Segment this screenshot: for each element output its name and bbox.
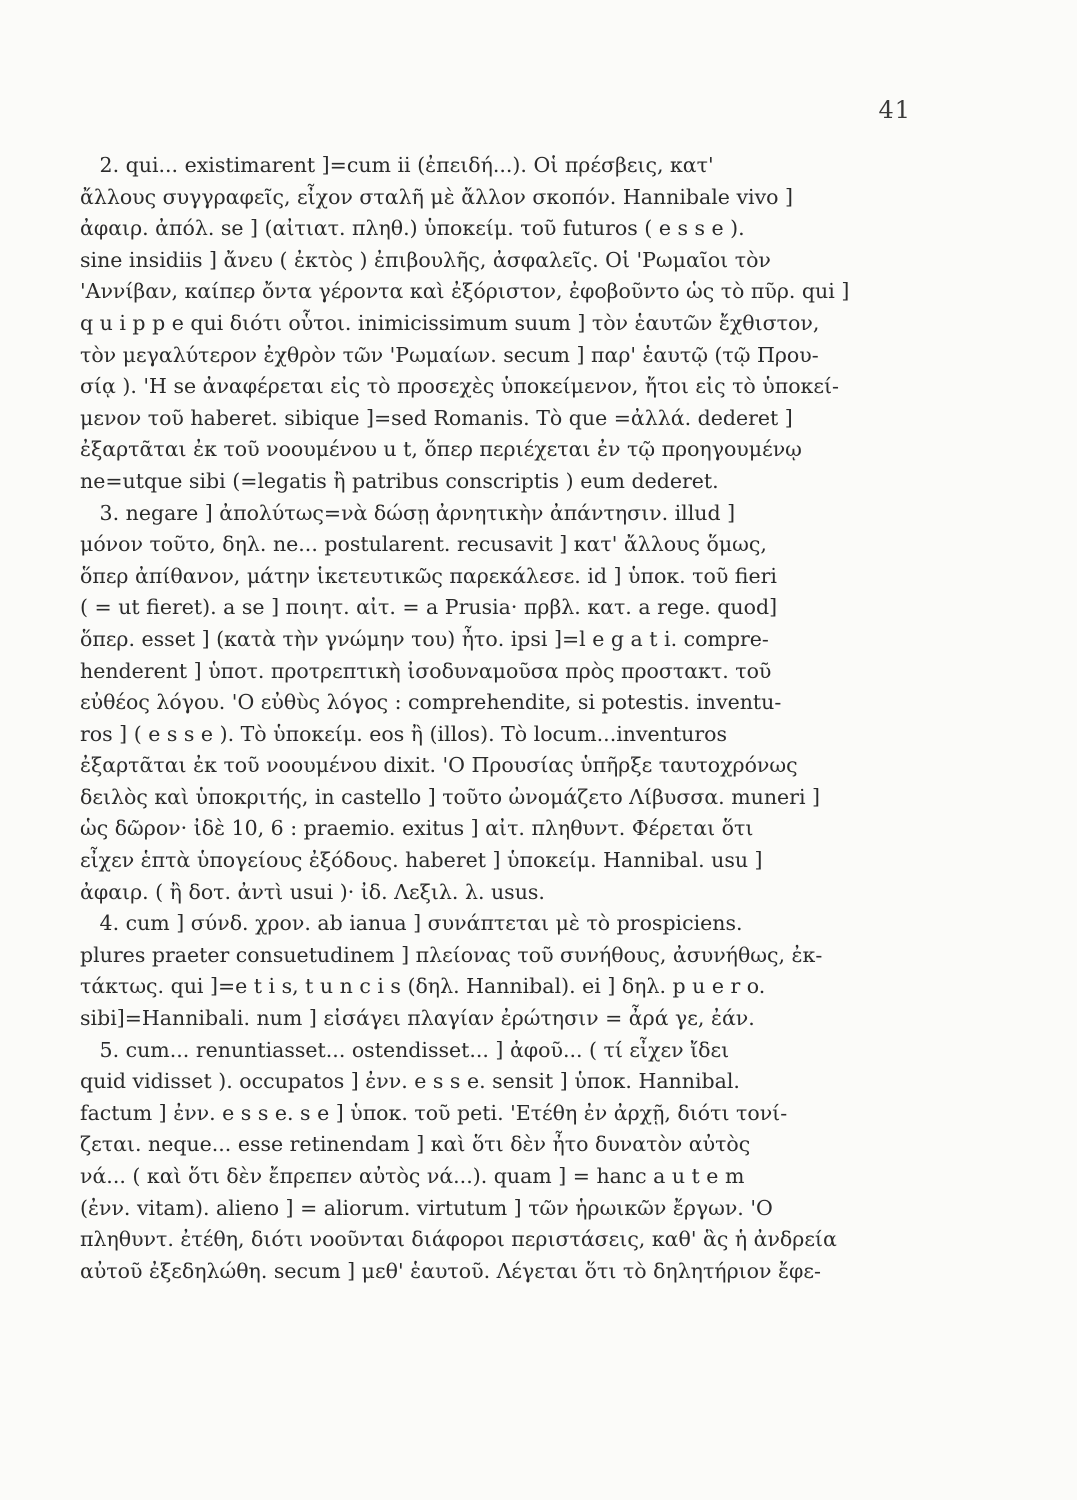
text-line: (ἐνν. vitam). alieno ] = aliorum. virtutum ] τῶν ἡρωικῶν ἔργων. 'Ο <box>80 1195 773 1220</box>
text-line: ὅπερ ἀπίθανον, μάτην ἱκετευτικῶς παρεκάλεσε. id ] ὑποκ. τοῦ fieri <box>80 563 777 588</box>
text-line: plures praeter consuetudinem ] πλείονας τοῦ συνήθους, ἀσυνήθως, ἐκ- <box>80 942 823 967</box>
text-line: q u i p p e qui διότι οὗτοι. inimicissimum suum ] τὸν ἑαυτῶν ἔχθιστον, <box>80 310 820 335</box>
text-line: εἶχεν ἑπτὰ ὑπογείους ἐξόδους. haberet ] ὑποκείμ. Hannibal. usu ] <box>80 848 763 873</box>
text-line: νά... ( καὶ ὅτι δὲν ἔπρεπεν αὐτὸς νά...). quam ] = hanc a u t e m <box>80 1164 745 1188</box>
text-line: αὐτοῦ ἐξεδηλώθη. secum ] μεθ' ἑαυτοῦ. Λέγεται ὅτι τὸ δηλητήριον ἔφε- <box>80 1258 821 1283</box>
text-line: 4. cum ] σύνδ. χρον. ab ianua ] συνάπτεται μὲ τὸ prospiciens. <box>80 911 743 936</box>
text-line: ἐξαρτᾶται ἐκ τοῦ νοουμένου u t, ὅπερ περιέχεται ἐν τῷ προηγουμένῳ <box>80 437 802 462</box>
text-line: ἀφαιρ. ἀπόλ. se ] (αἰτιατ. πληθ.) ὑποκείμ. τοῦ futuros ( e s s e ). <box>80 216 745 241</box>
text-line: ne=utque sibi (=legatis ἢ patribus conscriptis ) eum dederet. <box>80 468 719 493</box>
text-line: ὅπερ. esset ] (κατὰ τὴν γνώμην του) ἦτο. ipsi ]=l e g a t i. compre- <box>80 626 769 651</box>
text-line: ὡς δῶρον· ἰδὲ 10, 6 : praemio. exitus ] αἰτ. πληθυντ. Φέρεται ὅτι <box>80 816 754 841</box>
text-line: ( = ut fieret). a se ] ποιητ. αἰτ. = a Prusia· πρβλ. κατ. a rege. quod] <box>80 595 778 620</box>
text-line: 3. negare ] ἀπολύτως=νὰ δώσῃ ἀρνητικὴν ἀπάντησιν. illud ] <box>80 500 736 525</box>
page-number: 41 <box>878 96 911 124</box>
text-line: ἐξαρτᾶται ἐκ τοῦ νοουμένου dixit. 'Ο Προυσίας ὑπῆρξε ταυτοχρόνως <box>80 753 798 778</box>
commentary-text <box>80 150 907 1287</box>
text-line: factum ] ἐνν. e s s e. s e ] ὑποκ. τοῦ peti. 'Ετέθη ἐν ἀρχῇ, διότι τονί- <box>80 1100 788 1125</box>
text-line: μενον τοῦ haberet. sibique ]=sed Romanis. Τὸ que =ἀλλά. dederet ] <box>80 405 793 430</box>
text-line: τάκτως. qui ]=e t i s, t u n c i s (δηλ. Hannibal). ei ] δηλ. p u e r o. <box>80 974 766 999</box>
text-line: σίᾳ ). 'Η se ἀναφέρεται εἰς τὸ προσεχὲς ὑποκείμενον, ἤτοι εἰς τὸ ὑποκεί- <box>80 374 839 399</box>
text-line: sibi]=Hannibali. num ] εἰσάγει πλαγίαν ἐρώτησιν = ἆρά γε, ἐάν. <box>80 1006 755 1031</box>
text-line: sine insidiis ] ἄνευ ( ἐκτὸς ) ἐπιβουλῆς, ἀσφαλεῖς. Οἱ 'Ρωμαῖοι τὸν <box>80 247 771 272</box>
text-line: ἀφαιρ. ( ἢ δοτ. ἀντὶ usui )· ἰδ. Λεξιλ. λ. usus. <box>80 879 545 904</box>
text-line: 2. qui... existimarent ]=cum ii (ἐπειδή...). Οἱ πρέσβεις, κατ' <box>80 153 714 177</box>
text-line: henderent ] ὑποτ. προτρεπτικὴ ἰσοδυναμοῦσα πρὸς προστακτ. τοῦ <box>80 658 772 683</box>
text-line: μόνον τοῦτο, δηλ. ne... postularent. recusavit ] κατ' ἄλλους ὅμως, <box>80 532 767 557</box>
text-line: δειλὸς καὶ ὑποκριτής, in castello ] τοῦτο ὠνομάζετο Λίβυσσα. muneri ] <box>80 784 821 809</box>
text-line: 'Αννίβαν, καίπερ ὄντα γέροντα καὶ ἐξόριστον, ἐφοβοῦντο ὡς τὸ πῦρ. qui ] <box>80 279 850 304</box>
text-line: ros ] ( e s s e ). Τὸ ὑποκείμ. eos ἢ (illos). Τὸ locum...inventuros <box>80 721 727 746</box>
text-line: quid vidisset ). occupatos ] ἐνν. e s s e. sensit ] ὑποκ. Hannibal. <box>80 1069 740 1094</box>
text-line: 5. cum... renuntiasset... ostendisset... ] ἀφοῦ... ( τί εἶχεν ἴδει <box>80 1037 730 1062</box>
text-line: ἄλλους συγγραφεῖς, εἶχον σταλῆ μὲ ἄλλον σκοπόν. Hannibale vivo ] <box>80 184 794 209</box>
text-line: πληθυντ. ἐτέθη, διότι νοοῦνται διάφοροι περιστάσεις, καθ' ἃς ἡ ἀνδρεία <box>80 1227 837 1252</box>
text-line: ζεται. neque... esse retinendam ] καὶ ὅτι δὲν ἦτο δυνατὸν αὐτὸς <box>80 1132 751 1157</box>
text-line: τὸν μεγαλύτερον ἐχθρὸν τῶν 'Ρωμαίων. secum ] παρ' ἑαυτῷ (τῷ Πρου- <box>80 342 819 367</box>
text-line: εὐθέος λόγου. 'Ο εὐθὺς λόγος : comprehendite, si potestis. inventu- <box>80 690 782 715</box>
